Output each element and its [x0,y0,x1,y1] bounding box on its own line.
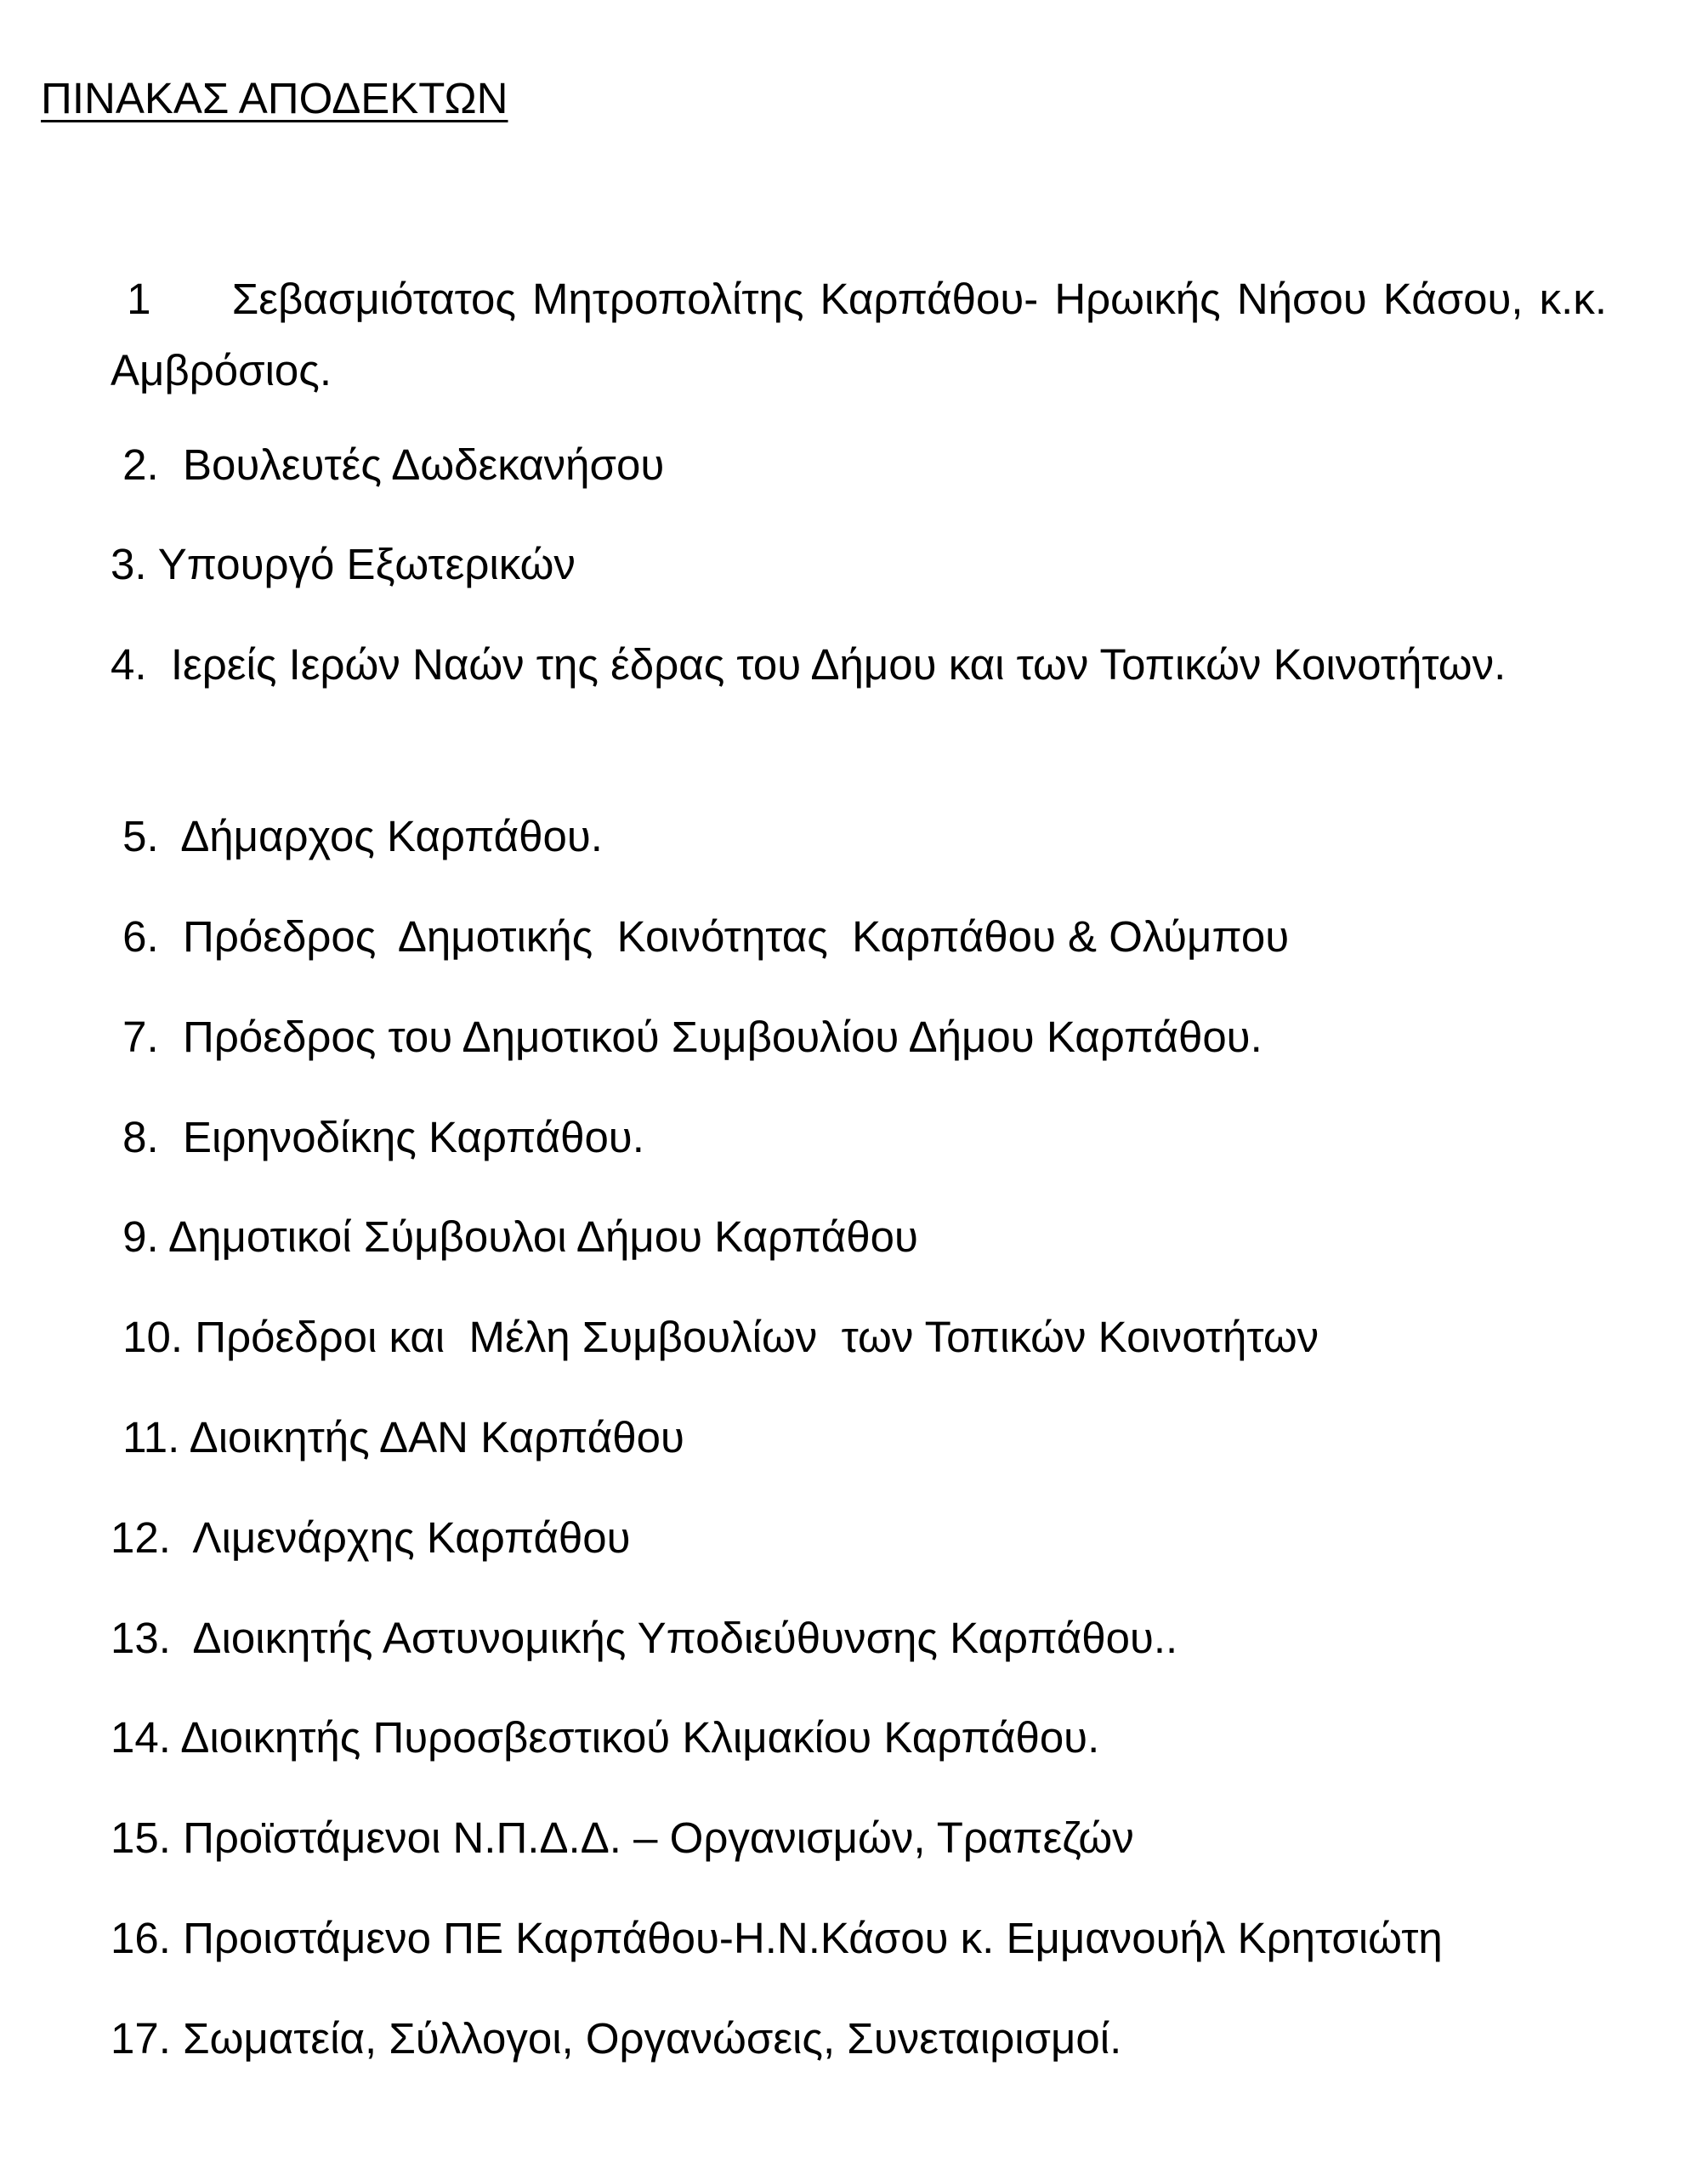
list-item: 8. Ειρηνοδίκης Καρπάθου. [111,1113,644,1161]
list-item: 14. Διοικητής Πυροσβεστικού Κλιμακίου Καρπάθου. [111,1713,1100,1762]
list-item: 2. Βουλευτές Δωδεκανήσου [111,440,665,489]
list-item: 11. Διοικητής ΔΑΝ Καρπάθου [111,1413,684,1461]
list-item: 15. Προϊστάμενοι Ν.Π.Δ.Δ. – Οργανισμών, Τραπεζών [111,1813,1134,1862]
list-item: 13. Διοικητής Αστυνομικής Υποδιεύθυνσης Καρπάθου.. [111,1614,1178,1662]
list-item: 7. Πρόεδρος του Δημοτικού Συμβουλίου Δήμου Καρπάθου. [111,1013,1263,1061]
list-item: 17. Σωματεία, Σύλλογοι, Οργανώσεις, Συνεταιρισμοί. [111,2014,1122,2063]
list-item: 3. Υπουργό Εξωτερικών [111,540,576,588]
page-title: ΠΙΝΑΚΑΣ ΑΠΟΔΕΚΤΩΝ [41,74,508,122]
list-item: 5. Δήμαρχος Καρπάθου. [111,812,603,860]
list-item: 10. Πρόεδροι και Μέλη Συμβουλίων των Τοπικών Κοινοτήτων [111,1313,1319,1361]
list-item: 4. Ιερείς Ιερών Ναών της έδρας του Δήμου και των Τοπικών Κοινοτήτων. [111,640,1507,689]
list-item: 6. Πρόεδρος Δημοτικής Κοινότητας Καρπάθου & Ολύμπου [111,912,1290,961]
list-item: 9. Δημοτικοί Σύμβουλοι Δήμου Καρπάθου [111,1212,918,1261]
list-item: 16. Προιστάμενο ΠΕ Καρπάθου-Η.Ν.Κάσου κ. Εμμανουήλ Κρητσιώτη [111,1914,1443,1962]
list-item: 12. Λιμενάρχης Καρπάθου [111,1513,631,1562]
list-item: 1 Σεβασμιότατος Μητροπολίτης Καρπάθου- Ηρωικής Νήσου Κάσου, κ.κ. Αμβρόσιος. [111,275,1617,394]
